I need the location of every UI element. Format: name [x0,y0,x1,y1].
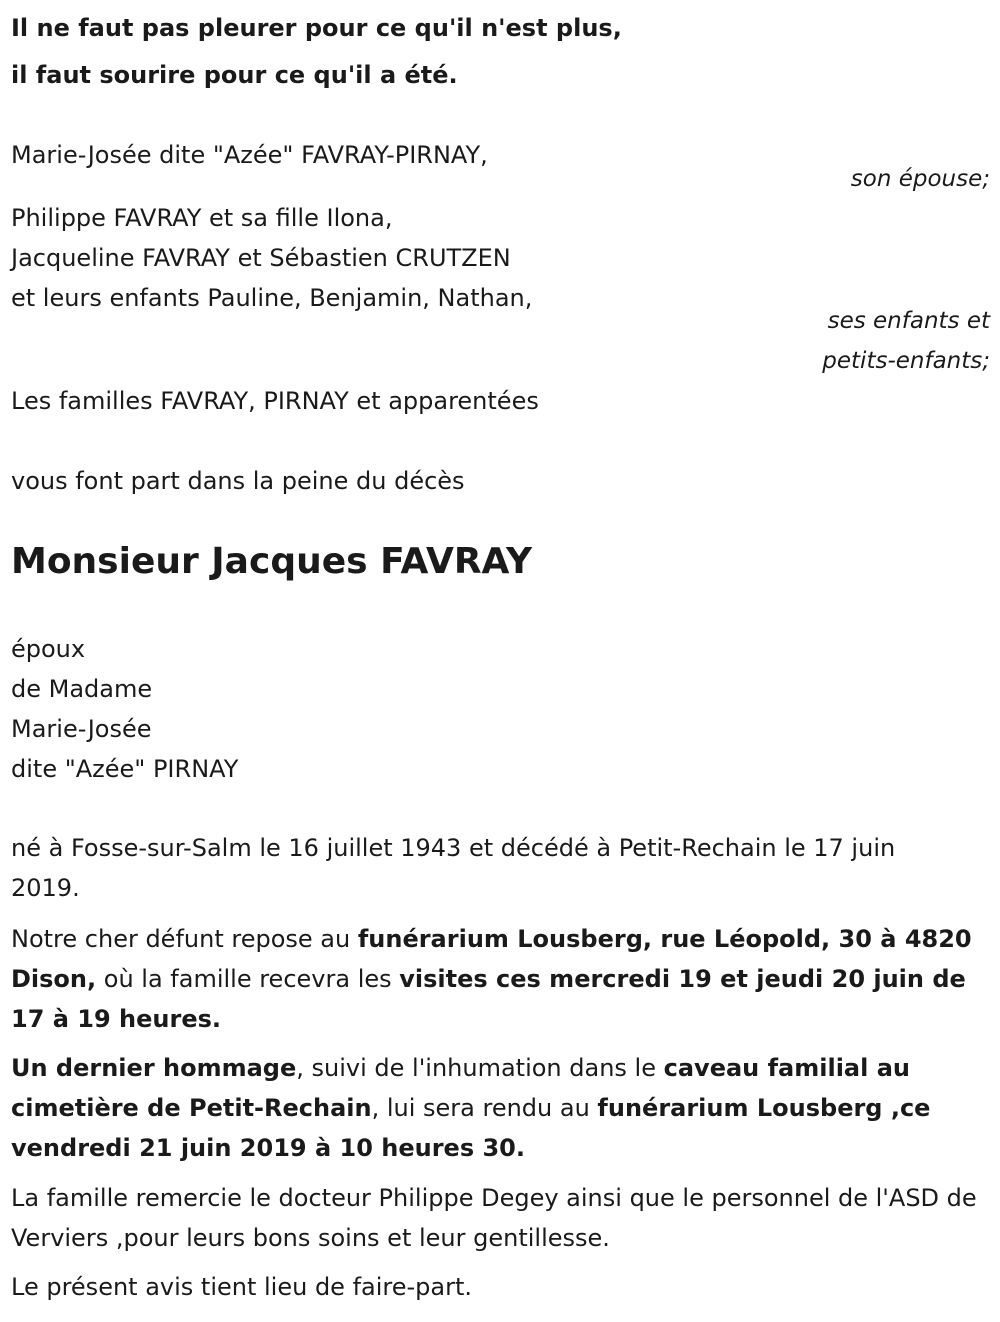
funerarium-address: funérarium Lousberg, rue Léopold, 30 à 4820 Dison, [11,925,972,993]
deceased-name: Monsieur Jacques FAVRAY [11,541,533,582]
closing-line: Le présent avis tient lieu de faire-part. [11,1273,473,1301]
birth-death-line-1: né à Fosse-sur-Salm le 16 juillet 1943 et décédé à Petit-Rechain le 17 juin [11,834,896,862]
visits-text-2: où la famille recevra les [96,965,400,993]
children-role-2: petits-enfants; [822,348,990,374]
children-line-2: Jacqueline FAVRAY et Sébastien CRUTZEN [11,244,511,272]
families-line: Les familles FAVRAY, PIRNAY et apparentées [11,387,539,415]
children-role-1: ses enfants et [827,308,990,334]
spouse-of-line-3: Marie-Josée [11,715,152,743]
children-line-1: Philippe FAVRAY et sa fille Ilona, [11,204,393,232]
visits-paragraph [11,919,986,1039]
spouse-of-line-2: de Madame [11,675,153,703]
quote-line-2: il faut sourire pour ce qu'il a été. [11,61,458,89]
visits-schedule: visites ces mercredi 19 et jeudi 20 juin de 17 à 19 heures. [11,965,966,1033]
announcement: vous font part dans la peine du décès [11,467,465,495]
spouse-of-line-1: époux [11,635,86,663]
visits-text-1: Notre cher défunt repose au [11,925,358,953]
thanks-paragraph: La famille remercie le docteur Philippe Degey ainsi que le personnel de l'ASD de Verviers ,pour leurs bons soins et leur gentillesse. [11,1184,977,1252]
children-line-3: et leurs enfants Pauline, Benjamin, Nathan, [11,284,533,312]
spouse-role: son épouse; [850,166,990,192]
spouse-of-line-4: dite "Azée" PIRNAY [11,755,239,783]
birth-death-line-2: 2019. [11,874,80,902]
spouse-name: Marie-Josée dite "Azée" FAVRAY-PIRNAY, [11,141,488,169]
ceremony-text-1: , suivi de l'inhumation dans le [296,1054,664,1082]
ceremony-text-2: , lui sera rendu au [371,1094,598,1122]
tribute-label: Un dernier hommage [11,1054,297,1082]
ceremony-schedule: funérarium Lousberg ,ce vendredi 21 juin 2019 à 10 heures 30. [11,1094,931,1162]
quote-line-1: Il ne faut pas pleurer pour ce qu'il n'est plus, [11,14,622,42]
ceremony-paragraph [11,1048,986,1168]
family-vault: caveau familial au cimetière de Petit-Rechain [11,1054,910,1122]
